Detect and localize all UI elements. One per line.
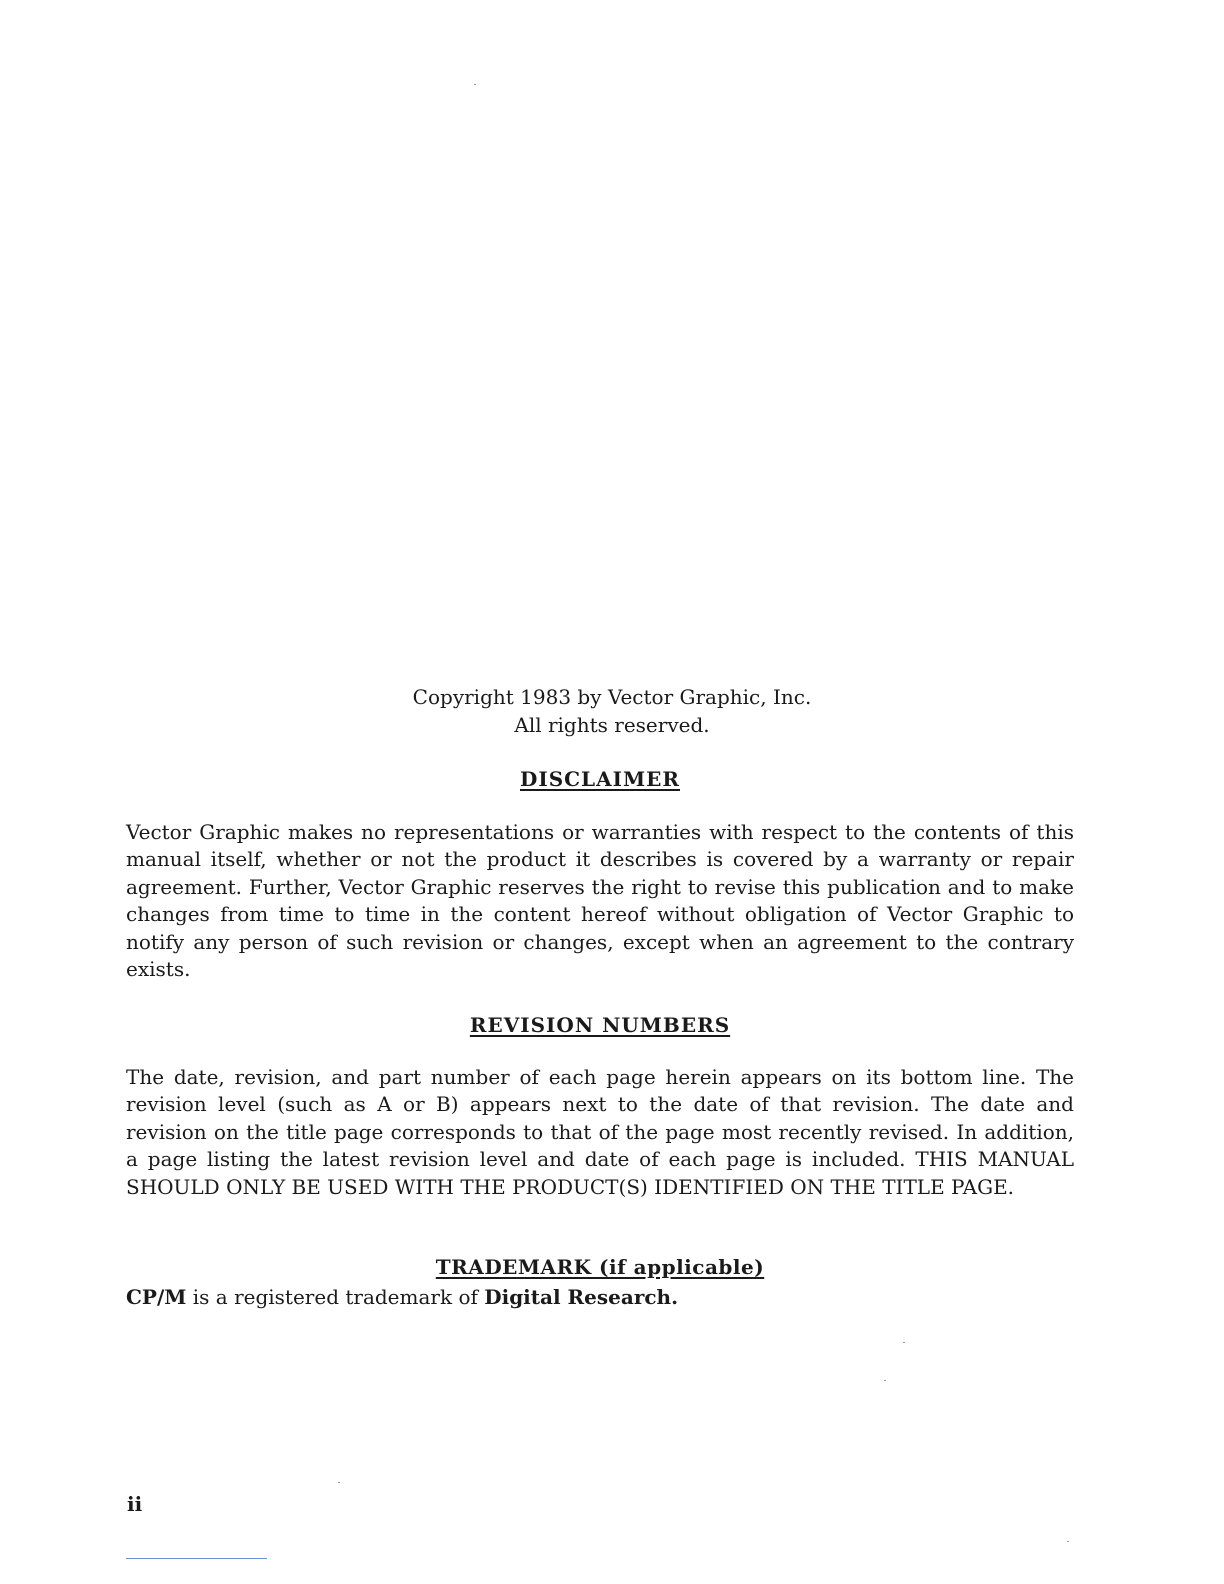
disclaimer-heading: DISCLAIMER (520, 767, 680, 791)
disclaimer-paragraph: Vector Graphic makes no representations or warranties with respect to the contents of this manual itself, whether or not the product it describes is covered by a warranty or repair agreement. Further, Vector Graphic reserves the right to revise this publication and to make changes from time to time in the content hereof without obligation of Vector Graphic to notify any person of such revision or changes, except when an agreement to the contrary exists. (126, 820, 1074, 982)
scan-speck (338, 1482, 340, 1483)
trademark-heading: TRADEMARK (if applicable) (435, 1255, 765, 1279)
scan-speck (903, 1342, 905, 1343)
trademark-mark: CP/M (126, 1285, 187, 1309)
revision-numbers-paragraph: The date, revision, and part number of each page herein appears on its bottom line. The revision level (such as A or B) appears next to the date of that revision. The date and revision on the title page corresponds to that of the page most recently revised. In addition, a page listing the latest revision level and date of each page is included. THIS MANUAL SHOULD ONLY BE USED WITH THE PRODUCT(S) IDENTIFIED ON THE TITLE PAGE. (126, 1065, 1074, 1199)
trademark-statement (126, 1283, 678, 1311)
copyright-line: Copyright 1983 by Vector Graphic, Inc. (412, 685, 812, 709)
footer-rule (126, 1558, 267, 1559)
page-number: ii (127, 1492, 143, 1516)
scan-speck (474, 84, 476, 85)
copyright-notice (0, 683, 1224, 739)
scan-speck (884, 1380, 886, 1381)
trademark-middle-text: is a registered trademark of (186, 1285, 485, 1309)
revision-numbers-heading: REVISION NUMBERS (469, 1013, 731, 1037)
trademark-owner: Digital Research. (484, 1285, 679, 1309)
rights-reserved-line: All rights reserved. (514, 713, 710, 737)
scan-speck (1067, 1541, 1069, 1542)
